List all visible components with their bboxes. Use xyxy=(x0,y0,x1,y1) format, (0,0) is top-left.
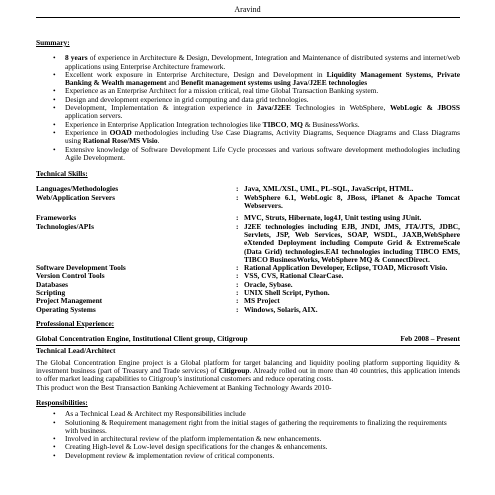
skill-colon: : xyxy=(236,288,239,298)
skill-row xyxy=(36,223,460,264)
skill-value: UNIX Shell Script, Python. xyxy=(244,288,330,298)
skill-colon: : xyxy=(236,221,239,231)
skill-row xyxy=(36,194,460,211)
summary-list xyxy=(36,54,460,162)
skill-colon: : xyxy=(236,192,239,202)
header-rule xyxy=(36,17,460,18)
summary-item-segment: Excellent work exposure in Enterprise Architecture, Design and Development in xyxy=(65,69,327,79)
summary-item-segment: 8 years xyxy=(65,53,88,63)
skill-category: Web/Application Servers xyxy=(36,192,116,202)
responsibility-text: Involved in architectural review of the platform implementation & new enhancements. xyxy=(65,434,322,444)
bullet-icon: • xyxy=(53,103,56,113)
skill-category: Technologies/APIs xyxy=(36,221,95,231)
summary-item xyxy=(36,71,460,88)
skill-category: Languages/Methodologies xyxy=(36,184,119,194)
summary-item-segment: Experience in Enterprise Application Integration technologies like xyxy=(65,119,263,129)
bullet-icon: • xyxy=(53,119,56,129)
summary-item-segment: TIBCO xyxy=(262,119,287,129)
skill-value: Rational Application Developer, Eclipse, TOAD, Microsoft Visio. xyxy=(244,263,448,273)
summary-item-segment: MQ xyxy=(290,119,303,129)
summary-item xyxy=(36,129,460,146)
skill-category: Version Control Tools xyxy=(36,271,105,281)
responsibility-text: Solutioning & Requirement management right from the initial stages of gathering the requirements to finalizing the requirements with business. xyxy=(65,417,447,435)
skill-value: Java, XML/XSL, UML, PL-SQL, JavaScript, HTML. xyxy=(244,184,414,194)
summary-item-segment: application servers. xyxy=(65,111,123,121)
page-header-name: Aravind xyxy=(234,5,261,14)
employer: Global Concentration Engine, Institutional Client group, Citigroup xyxy=(36,334,248,344)
skill-value: WebSphere 6.1, WebLogic 8, JBoss, iPlanet & Apache Tomcat Webservers. xyxy=(244,192,460,211)
summary-item-segment: Benefit management systems xyxy=(180,78,273,88)
summary-item-segment: & BusinessWorks. xyxy=(302,119,360,129)
skill-colon: : xyxy=(236,296,239,306)
summary-item xyxy=(36,146,460,163)
summary-item-segment: Liquidity Management Systems, Private Banking & Wealth management xyxy=(65,69,460,88)
skill-value: J2EE technologies including EJB, JNDI, JMS, JTA/JTS, JDBC, Servlets, JSP, Web Services, SOAP, WSDL, JAXB,WebSphere eXtended Deployment including Compute Grid & ExtremeScale (Data Grid) technologies.EAI technologies including TIBCO EMS, TIBCO BusinessWorks, WebSphere MQ & ConnectDirect. xyxy=(244,221,460,264)
summary-item-segment: Extensive knowledge of Software Development Life Cycle processes and various software development methodologies including Agile Development. xyxy=(65,144,460,162)
bullet-icon: • xyxy=(53,450,56,460)
skill-colon: : xyxy=(236,304,239,314)
summary-item-segment: using Java/J2EE technologies xyxy=(272,78,368,88)
summary-item-segment: Development, Implementation & integration experience in xyxy=(65,103,257,113)
project-description-text xyxy=(36,358,460,384)
skill-category: Operating Systems xyxy=(36,304,96,314)
project-description-segment: . Already rolled out in more than 40 countries, this application intends to offer market leading capabilities to Citigroup’s institutional customers and reduce operating costs. xyxy=(36,366,460,384)
skill-colon: : xyxy=(236,271,239,281)
bullet-icon: • xyxy=(53,434,56,444)
bullet-icon: • xyxy=(53,127,56,137)
job-role: Technical Lead/Architect xyxy=(36,345,116,355)
summary-item-segment: OOAD xyxy=(109,127,132,137)
skill-category: Frameworks xyxy=(36,213,77,223)
project-description-segment: Citigroup xyxy=(218,366,250,376)
bullet-icon: • xyxy=(53,86,56,96)
skill-value: Oracle, Sybase. xyxy=(244,279,293,289)
summary-item-segment: Technologies in WebSphere, xyxy=(290,103,390,113)
experience-heading: Professional Experience: xyxy=(36,318,115,328)
skill-colon: : xyxy=(236,213,239,223)
skill-colon: : xyxy=(236,279,239,289)
summary-item xyxy=(36,104,460,121)
responsibility-text: As a Technical Lead & Architect my Responsibilities include xyxy=(65,409,246,419)
summary-item-segment: of experience in Architecture & Design, Development, Integration and Maintenance of distributed systems and internet/web applications using Enterprise Architecture framework. xyxy=(65,53,460,71)
summary-item-segment: , xyxy=(286,119,291,129)
responsibilities-heading: Responsibilities: xyxy=(36,397,88,407)
summary-heading: Summary: xyxy=(36,38,70,47)
skills-table xyxy=(36,185,460,313)
responsibilities-list xyxy=(36,410,460,460)
skill-value: MVC, Struts, Hibernate, log4J, Unit testing using JUnit. xyxy=(244,213,422,223)
summary-item-segment: Design and development experience in grid computing and data grid technologies. xyxy=(65,94,309,104)
summary-item-segment: methodologies including Use Case Diagrams, Activity Diagrams, Sequence Diagrams and Class Diagrams using xyxy=(65,127,460,146)
bullet-icon: • xyxy=(53,94,56,104)
skill-colon: : xyxy=(236,184,239,194)
award-line: This product won the Best Transaction Banking Achievement at Banking Technology Awards 2010- xyxy=(36,382,332,392)
employment-dates: Feb 2008 – Present xyxy=(400,334,460,344)
summary-item-segment: Rational Rose/MS Visio xyxy=(82,136,158,146)
bullet-icon: • xyxy=(53,417,56,427)
resume-content xyxy=(36,39,460,460)
bullet-icon: • xyxy=(53,53,56,63)
bullet-icon: • xyxy=(53,69,56,79)
skill-colon: : xyxy=(236,263,239,273)
responsibility-item xyxy=(36,452,460,460)
project-description-segment: The Global Concentration Engine project is a Global platform for target balancing and liquidity pooling platform supporting liquidity & investment business (part of Treasury and Trade services) of xyxy=(36,357,460,376)
bullet-icon: • xyxy=(53,144,56,154)
experience-header xyxy=(36,335,460,343)
summary-item-segment: . xyxy=(157,136,160,146)
summary-item xyxy=(36,54,460,71)
project-description xyxy=(36,359,460,392)
responsibility-text: Development review & implementation review of critical components. xyxy=(65,450,275,460)
skills-heading: Technical Skills: xyxy=(36,169,88,179)
summary-item-segment: Java/J2EE xyxy=(256,103,291,113)
skill-value: Windows, Solaris, AIX. xyxy=(244,304,318,314)
skill-category: Software Development Tools xyxy=(36,263,126,273)
summary-item-segment: Experience in xyxy=(65,127,110,137)
skill-category: Scripting xyxy=(36,288,66,298)
skill-row xyxy=(36,306,460,314)
summary-item-segment: WebLogic & JBOSS xyxy=(389,103,461,113)
bullet-icon: • xyxy=(53,409,56,419)
responsibility-text: Creating High-level & Low-level design specifications for the changes & enhancements. xyxy=(65,442,328,452)
bullet-icon: • xyxy=(53,442,56,452)
responsibility-item xyxy=(36,419,460,436)
skill-value: VSS, CVS, Rational ClearCase. xyxy=(244,271,344,281)
summary-item-segment: Experience as an Enterprise Architect for a mission critical, real time Global Transaction Banking system. xyxy=(65,86,379,96)
skill-value: MS Project xyxy=(244,296,280,306)
skill-category: Project Management xyxy=(36,296,103,306)
skill-category: Databases xyxy=(36,279,69,289)
summary-item-segment: and xyxy=(166,78,181,88)
